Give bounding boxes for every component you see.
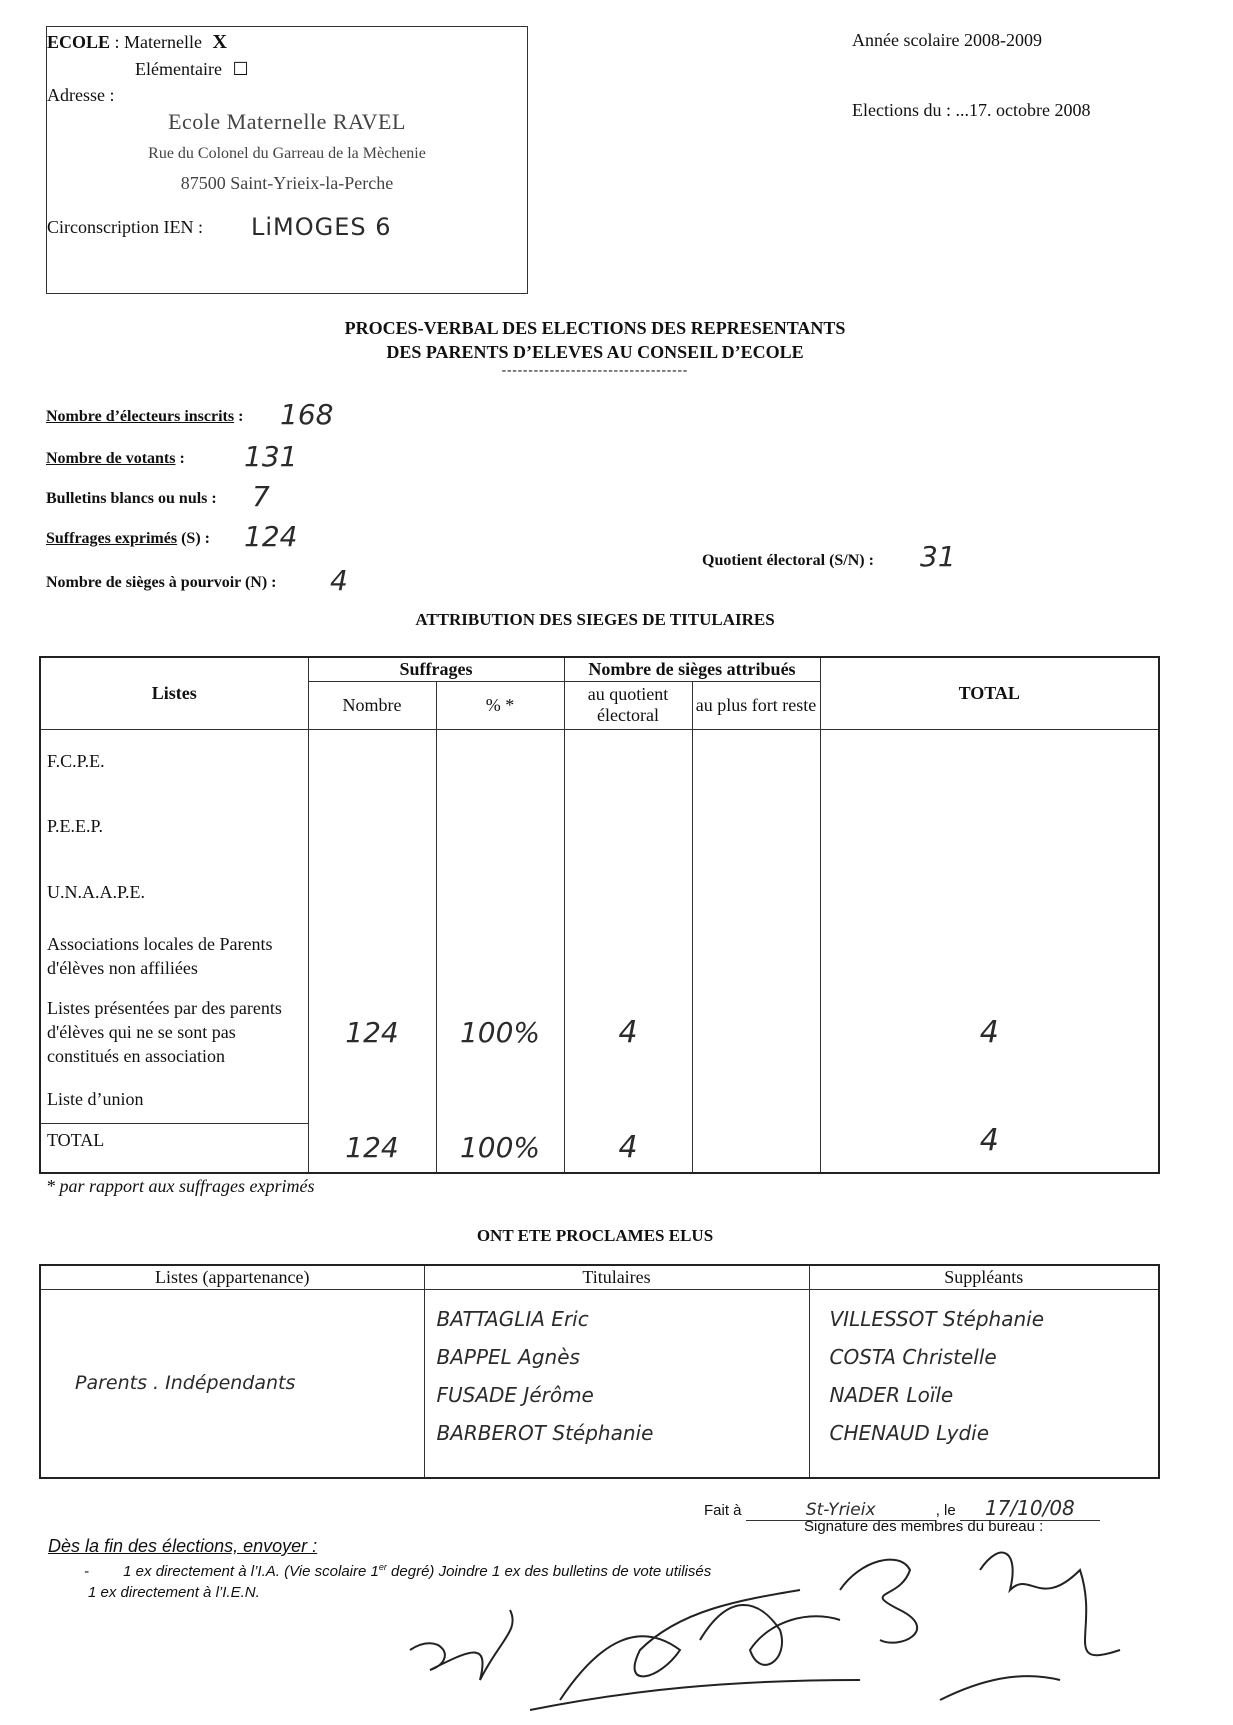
elementaire-label: Elémentaire xyxy=(135,59,222,79)
attribution-table xyxy=(39,656,1160,1174)
row-list: F.C.P.E. xyxy=(40,729,308,793)
col-reste: au plus fort reste xyxy=(692,681,820,729)
exprimes-row xyxy=(46,530,210,548)
row-list: P.E.E.P. xyxy=(40,793,308,859)
col-appartenance: Listes (appartenance) xyxy=(40,1265,424,1289)
title-rule: ----------------------------------- xyxy=(501,362,689,377)
row-total[interactable] xyxy=(820,1077,1159,1123)
col-total: TOTAL xyxy=(820,657,1159,729)
elus-heading: ONT ETE PROCLAMES ELUS xyxy=(476,1226,714,1245)
total-list: TOTAL xyxy=(40,1123,308,1173)
adresse-label: Adresse : xyxy=(47,85,115,105)
dash: - xyxy=(84,1563,89,1580)
school-street: Rue du Colonel du Garreau de la Mèchenie xyxy=(148,145,426,162)
ia-line-start: 1 ex directement à l’I.A. (Vie scolaire 1 xyxy=(123,1563,379,1580)
row-quotient[interactable] xyxy=(564,859,692,925)
total-quotient[interactable]: 4 xyxy=(564,1123,692,1173)
ecole-row: ECOLE : Maternelle X xyxy=(47,31,227,53)
row-reste[interactable] xyxy=(692,793,820,859)
row-reste[interactable] xyxy=(692,859,820,925)
ia-sup: er xyxy=(378,1562,387,1572)
quotient-label: Quotient électoral (S/N) : xyxy=(702,552,874,569)
elus-row xyxy=(40,1289,1159,1478)
signature-5 xyxy=(980,1553,1120,1656)
row-list: Listes présentées par des parents d'élèves qui ne se sont pas constitués en association xyxy=(40,987,308,1077)
row-pct[interactable] xyxy=(436,1077,564,1123)
school-info-box xyxy=(46,26,528,294)
elections-label: Elections du : ... xyxy=(852,100,969,120)
table-row-total xyxy=(40,1123,1159,1173)
row-total[interactable] xyxy=(820,859,1159,925)
row-total[interactable] xyxy=(820,793,1159,859)
signature-2 xyxy=(560,1590,800,1700)
col-titulaires: Titulaires xyxy=(424,1265,809,1289)
row-nombre[interactable] xyxy=(308,925,436,987)
titulaire-name[interactable]: FUSADE Jérôme xyxy=(436,1382,594,1407)
elus-liste[interactable]: Parents . Indépendants xyxy=(40,1289,424,1478)
table-row xyxy=(40,729,1159,793)
row-pct[interactable] xyxy=(436,729,564,793)
row-nombre[interactable] xyxy=(308,859,436,925)
titulaire-name[interactable]: BAPPEL Agnès xyxy=(436,1344,580,1369)
school-name: Ecole Maternelle RAVEL xyxy=(168,109,406,134)
row-quotient[interactable] xyxy=(564,793,692,859)
row-reste[interactable] xyxy=(692,925,820,987)
col-quotient: au quotient électoral xyxy=(564,681,692,729)
col-listes: Listes xyxy=(40,657,308,729)
ecole-label: ECOLE xyxy=(47,32,111,52)
exprimes-suffix: (S) : xyxy=(181,530,210,547)
row-quotient[interactable] xyxy=(564,925,692,987)
votants-row: Nombre de votants : xyxy=(46,450,185,467)
signatures-image xyxy=(380,1530,1180,1720)
elections-date: 17. octobre 2008 xyxy=(968,100,1091,120)
row-reste[interactable] xyxy=(692,987,820,1077)
titulaire-name[interactable]: BARBEROT Stéphanie xyxy=(436,1420,654,1445)
votants-value: 131 xyxy=(244,440,298,473)
exprimes-label: Suffrages exprimés xyxy=(46,530,178,547)
signature-1 xyxy=(410,1610,513,1680)
row-nombre[interactable] xyxy=(308,793,436,859)
table-row xyxy=(40,1077,1159,1123)
signature-label: Signature des membres du bureau : xyxy=(804,1518,1044,1535)
inscrits-value: 168 xyxy=(280,398,334,431)
signature-4 xyxy=(840,1560,917,1643)
row-quotient[interactable] xyxy=(564,1077,692,1123)
blancs-value: 7 xyxy=(252,480,270,513)
signature-3 xyxy=(700,1605,840,1665)
row-total[interactable] xyxy=(820,729,1159,793)
row-total[interactable] xyxy=(820,925,1159,987)
suppleant-name[interactable]: CHENAUD Lydie xyxy=(829,1420,990,1445)
attribution-heading: ATTRIBUTION DES SIEGES DE TITULAIRES xyxy=(415,610,775,629)
row-nombre[interactable]: 124 xyxy=(308,987,436,1077)
annee-scolaire: Année scolaire 2008-2009 xyxy=(852,30,1042,50)
elementaire-row xyxy=(135,59,249,80)
ien-line: 1 ex directement à l’I.E.N. xyxy=(88,1584,260,1601)
ia-line-end: degré) Joindre 1 ex des bulletins de vote utilisés xyxy=(386,1563,712,1580)
row-nombre[interactable] xyxy=(308,729,436,793)
col-suffrages: Suffrages xyxy=(308,657,564,681)
row-pct[interactable]: 100% xyxy=(436,987,564,1077)
total-reste[interactable] xyxy=(692,1123,820,1173)
row-nombre[interactable] xyxy=(308,1077,436,1123)
table-row xyxy=(40,987,1159,1077)
row-total[interactable]: 4 xyxy=(820,987,1159,1077)
table-row xyxy=(40,859,1159,925)
total-total[interactable]: 4 xyxy=(820,1123,1159,1173)
table-row xyxy=(40,925,1159,987)
col-nombre: Nombre xyxy=(308,681,436,729)
elementaire-checkbox[interactable]: ☐ xyxy=(232,59,249,79)
row-pct[interactable] xyxy=(436,859,564,925)
envoyer-label: Dès la fin des élections, envoyer : xyxy=(48,1536,318,1556)
exprimes-value: 124 xyxy=(244,520,298,553)
col-pct: % * xyxy=(436,681,564,729)
fait-label: Fait à xyxy=(704,1502,742,1519)
signature-6 xyxy=(530,1676,1060,1710)
table-row xyxy=(40,793,1159,859)
suppleants-cell xyxy=(809,1289,1159,1478)
row-quotient[interactable] xyxy=(564,729,692,793)
row-pct[interactable] xyxy=(436,793,564,859)
suppleant-name[interactable]: VILLESSOT Stéphanie xyxy=(829,1306,1045,1331)
titulaires-cell xyxy=(424,1289,809,1478)
maternelle-label: Maternelle xyxy=(124,32,203,52)
suppleant-name[interactable]: NADER Loïle xyxy=(829,1382,954,1407)
row-list: Liste d’union xyxy=(40,1077,308,1123)
fait-date[interactable]: 17/10/08 xyxy=(960,1496,1100,1521)
quotient-value: 31 xyxy=(920,540,956,573)
footnote: * par rapport aux suffrages exprimés xyxy=(46,1176,315,1196)
total-nombre[interactable]: 124 xyxy=(308,1123,436,1173)
school-city: 87500 Saint-Yrieix-la-Perche xyxy=(180,173,394,193)
inscrits-label: Nombre d’électeurs inscrits xyxy=(46,408,235,425)
circonscription-value: LiMOGES 6 xyxy=(251,213,392,241)
suppleant-name[interactable]: COSTA Christelle xyxy=(829,1344,997,1369)
title-line1: PROCES-VERBAL DES ELECTIONS DES REPRESENTANTS xyxy=(344,318,846,338)
row-list: Associations locales de Parents d'élèves non affiliées xyxy=(40,925,308,987)
sieges-label: Nombre de sièges à pourvoir (N) : xyxy=(46,574,277,591)
row-list: U.N.A.A.P.E. xyxy=(40,859,308,925)
row-reste[interactable] xyxy=(692,1077,820,1123)
elections-date-row xyxy=(852,100,1090,121)
blancs-label: Bulletins blancs ou nuls : xyxy=(46,490,217,507)
row-quotient[interactable]: 4 xyxy=(564,987,692,1077)
title-line2: DES PARENTS D’ELEVES AU CONSEIL D’ECOLE xyxy=(386,342,804,362)
total-pct[interactable]: 100% xyxy=(436,1123,564,1173)
col-sieges: Nombre de sièges attribués xyxy=(564,657,820,681)
circonscription-label: Circonscription IEN : xyxy=(47,217,203,237)
row-pct[interactable] xyxy=(436,925,564,987)
titulaire-name[interactable]: BATTAGLIA Eric xyxy=(436,1306,589,1331)
le-label: , le xyxy=(935,1502,956,1519)
row-reste[interactable] xyxy=(692,729,820,793)
sieges-value: 4 xyxy=(330,564,348,597)
votants-label: Nombre de votants xyxy=(46,450,176,467)
fait-lieu[interactable]: St-Yrieix xyxy=(746,1500,936,1521)
maternelle-checkbox[interactable]: X xyxy=(212,31,227,53)
col-suppleants: Suppléants xyxy=(809,1265,1159,1289)
elus-table xyxy=(39,1264,1160,1479)
inscrits-row: Nombre d’électeurs inscrits : xyxy=(46,408,244,425)
